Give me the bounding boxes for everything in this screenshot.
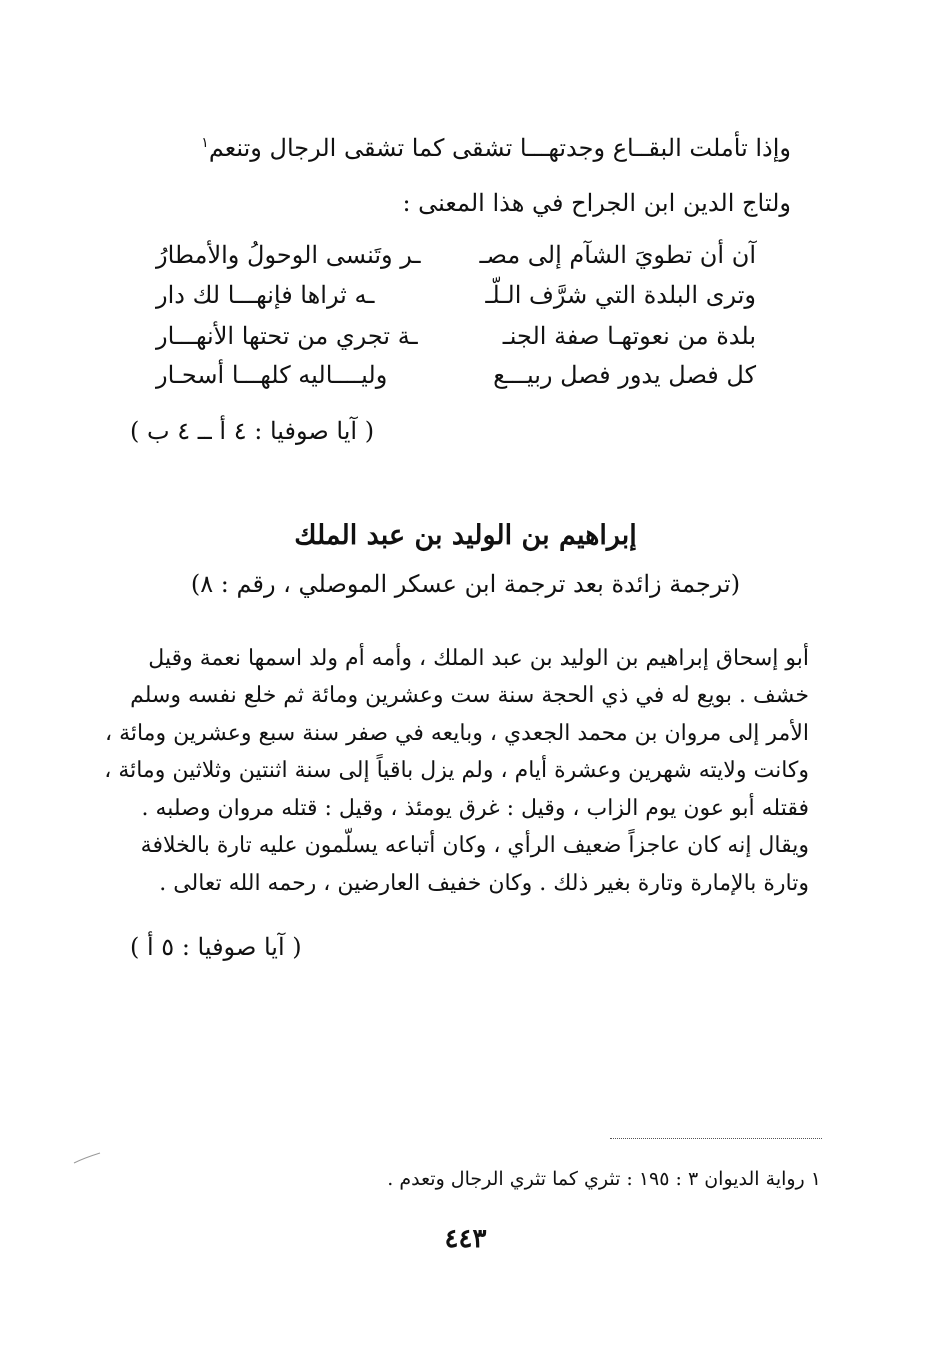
section-subtitle: (ترجمة زائدة بعد ترجمة ابن عسكر الموصلي ، رقم : ٨): [190, 570, 741, 598]
verse-hemistich-right: آن أن تطويَ الشآم إلى مصـ: [479, 241, 756, 269]
verse-hemistich-left: ـه ثراها فإنهـــا لك دار: [156, 281, 375, 309]
citation: ( آيا صوفيا : ٥ أ ): [130, 933, 302, 961]
verse-hemistich-left: وليــــاليه كلهـــا أسحـار: [156, 361, 388, 389]
stray-pen-mark: [72, 1152, 102, 1164]
footnote-ref: ١: [201, 135, 209, 151]
citation: ( آيا صوفيا : ٤ أ ــ ٤ ب ): [130, 417, 375, 445]
verse-row: [156, 317, 756, 355]
intro-line: ولتاج الدين ابن الجراح في هذا المعنى :: [402, 189, 791, 217]
verse-row: [156, 236, 756, 274]
poem-line-text: وإذا تأملت البقــاع وجدتهـــا تشقى كما تشقى الرجال وتنعم: [208, 134, 791, 162]
verse-row: [156, 276, 756, 314]
body-line: الأمر إلى مروان بن محمد الجعدي ، وبايعه في صفر سنة سبع وعشرين ومائة ،: [104, 721, 809, 746]
body-line: فقتله أبو عون يوم الزاب ، وقيل : غرق يومئذ ، وقيل : قتله مروان وصلبه .: [141, 796, 809, 821]
body-line: ويقال إنه كان عاجزاً ضعيف الرأي ، وكان أتباعه يسلّمون عليه تارة بالخلافة: [140, 833, 809, 858]
footnote: ١ رواية الديوان ٣ : ١٩٥ : تثري كما تثري الرجال وتعدم .: [387, 1168, 821, 1190]
body-line: وكانت ولايته شهرين وعشرة أيام ، ولم يزل باقياً إلى سنة اثنتين وثلاثين ومائة ،: [104, 758, 809, 783]
body-line: خشف . بويع له في ذي الحجة سنة ست وعشرين ومائة ثم خلع نفسه وسلم: [130, 683, 809, 708]
body-line: أبو إسحاق إبراهيم بن الوليد بن عبد الملك ، وأمه أم ولد اسمها نعمة وقيل: [148, 646, 809, 671]
verse-hemistich-left: ـر وتَنسى الوحولُ والأمطارُ: [156, 241, 421, 269]
verse-hemistich-right: بلدة من نعوتهـا صفة الجنـ: [502, 322, 756, 350]
poem-line: [201, 126, 791, 165]
body-line: وتارة بالإمارة وتارة بغير ذلك . وكان خفيف العارضين ، رحمه الله تعالى .: [159, 871, 809, 896]
verse-hemistich-left: ـة تجري من تحتها الأنهـــار: [156, 322, 418, 350]
page-number: ٤٤٣: [444, 1224, 487, 1254]
verse-hemistich-right: كل فصل يدور فصل ربيـــع: [493, 361, 756, 389]
section-title: إبراهيم بن الوليد بن عبد الملك: [294, 520, 637, 551]
verse-row: [156, 356, 756, 394]
footnote-divider: [610, 1138, 822, 1139]
verse-hemistich-right: وترى البلدة التي شرَّف الـلّـ: [485, 281, 756, 309]
